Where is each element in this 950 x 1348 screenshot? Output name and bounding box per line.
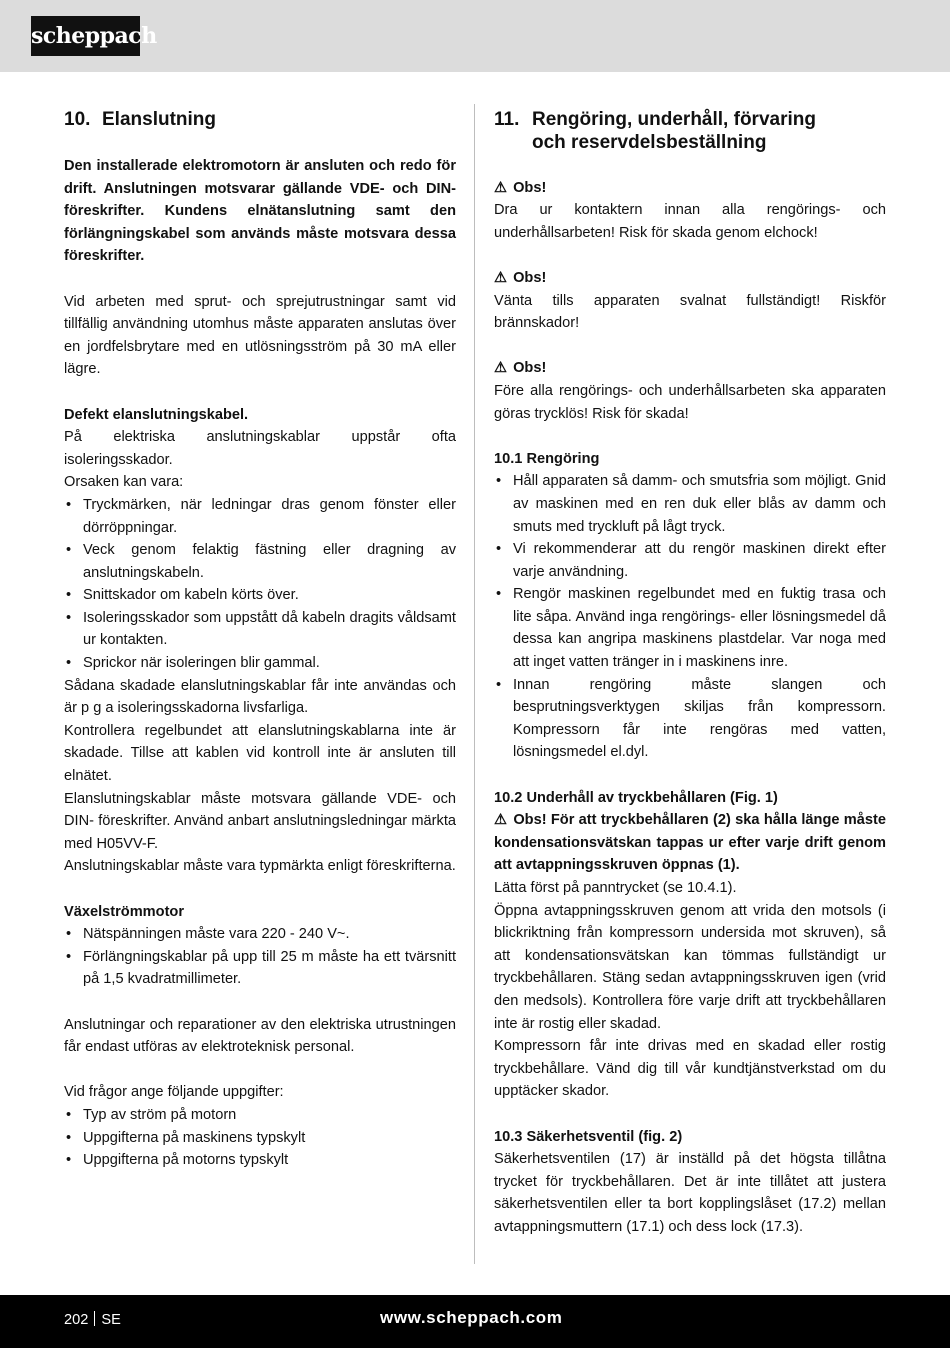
section-10-3-heading: 10.3 Säkerhetsventil (fig. 2) — [494, 1128, 683, 1145]
defekt-paragraph-3: Sådana skadade elanslutningskablar får inte användas och är p g a isoleringsskadorna livsfarliga. — [64, 677, 456, 717]
obs-1-text: Dra ur kontaktern innan alla rengörings- och underhållsarbeten! Risk för skada genom elchock! — [494, 202, 886, 241]
defekt-paragraph-2: Orsaken kan vara: — [64, 474, 184, 491]
list-item: • Förlängningskablar på upp till 25 m måste ha ett tvärsnitt på 1,5 kvadratmillimeter. — [64, 946, 456, 991]
obs-3-heading — [494, 357, 886, 380]
obs-label: Obs! — [513, 269, 547, 286]
section-10-2-heading: 10.2 Underhåll av tryckbehållaren (Fig. 1) — [494, 789, 778, 806]
intro-paragraph: Vid arbeten med sprut- och sprejutrustningar samt vid tillfällig användning utomhus måste apparaten anslutas över en jordfelsbrytare med en utlösningsström på 30 mA eller lägre. — [64, 293, 456, 378]
obs-label: Obs! — [513, 360, 547, 377]
list-item: • Håll apparaten så damm- och smutsfria som möjligt. Gnid av maskinen med en ren duk eller blås av damm och smuts med tryckluft på lågt tryck. — [494, 470, 886, 538]
section-10-2-paragraph-2: Öppna avtappningsskruven genom att vrida den motsols (i blickriktning från kompressorn undersida mot skruven), så att kondensationsvätskan kan tömmas fullständigt ur tryckbehållaren. Stäng sedan avtappningsskruven igen (vrid den medsols). Kontrollera före varje drift att tryckbehållaren inte är rostig eller skadad. — [494, 902, 886, 1032]
defekt-paragraph-6: Anslutningskablar måste vara typmärkta enligt föreskrifterna. — [64, 858, 456, 875]
defekt-paragraph-1: På elektriska anslutningskablar uppstår ofta isoleringsskador. — [64, 429, 456, 468]
section-11-title-text — [532, 108, 816, 154]
section-11-title — [494, 108, 886, 154]
section-10-2-warning-text: Obs! För att tryckbehållaren (2) ska hålla länge måste kondensationsvätskan tappas ur efter varje drift genom att avtappningsskruven öppnas (1). — [494, 812, 886, 874]
defekt-heading: Defekt elanslutningskabel. — [64, 406, 249, 423]
list-item: • Innan rengöring måste slangen och besprutningsverktygen skiljas från kompressorn. Kompressorn får inte rengöras med vatten, lösningsmedel el.dyl. — [494, 674, 886, 764]
list-item: • Nätspänningen måste vara 220 - 240 V~. — [64, 923, 456, 946]
defekt-list — [64, 494, 456, 675]
page-indicator — [64, 1311, 121, 1328]
list-item: • Snittskador om kabeln körts över. — [64, 584, 456, 607]
list-item: • Veck genom felaktig fästning eller dragning av anslutningskabeln. — [64, 539, 456, 584]
fragor-paragraph: Vid frågor ange följande uppgifter: — [64, 1084, 284, 1101]
warning-icon: ⚠ — [494, 360, 508, 377]
scheppach-logo: scheppach — [31, 16, 140, 56]
obs-3-text: Före alla rengörings- och underhållsarbeten ska apparaten göras trycklös! Risk för skada! — [494, 382, 886, 422]
list-item: • Uppgifterna på motorns typskylt — [64, 1149, 456, 1172]
intro-bold: Den installerade elektromotorn är ansluten och redo för drift. Anslutningen motsvarar gällande VDE- och DIN-föreskrifter. Kundens elnätanslutning samt den förlängningskabel som används måste motsvara dessa föreskrifter. — [64, 158, 456, 265]
section-11-title-line-1: Rengöring, underhåll, förvaring — [532, 109, 816, 130]
section-10-number: 10. — [64, 109, 91, 130]
anslutning-paragraph: Anslutningar och reparationer av den elektriska utrustningen får endast utföras av elektroteknisk personal. — [64, 1016, 456, 1056]
list-item: • Vi rekommenderar att du rengör maskinen direkt efter varje användning. — [494, 538, 886, 583]
vaxel-list — [64, 923, 456, 991]
obs-1-heading — [494, 177, 886, 200]
obs-2-text: Vänta tills apparaten svalnat fullständigt! Riskför brännskador! — [494, 292, 886, 332]
defekt-paragraph-4: Kontrollera regelbundet att elanslutningskablarna inte är skadade. Tillse att kablen vid kontroll inte är ansluten till elnätet. — [64, 722, 456, 785]
language-code: SE — [101, 1312, 121, 1328]
fragor-list — [64, 1104, 456, 1172]
column-divider — [474, 104, 475, 1264]
section-10-2-paragraph-3: Kompressorn får inte drivas med en skadad eller rostig tryckbehållare. Vänd dig till vår kundtjänstverkstad om du upptäcker skador. — [494, 1038, 886, 1100]
list-item: • Rengör maskinen regelbundet med en fuktig trasa och lite såpa. Använd inga rengörings- eller lösningsmedel då dessa kan angripa maskinens plastdelar. Var noga med att inget vatten tränger in i maskinens inre. — [494, 583, 886, 673]
section-10-title — [64, 108, 456, 131]
obs-label: Obs! — [513, 179, 547, 196]
list-item: • Uppgifterna på maskinens typskylt — [64, 1127, 456, 1150]
list-item: • Typ av ström på motorn — [64, 1104, 456, 1127]
list-item: • Sprickor när isoleringen blir gammal. — [64, 652, 456, 675]
warning-icon: ⚠ — [494, 179, 508, 196]
left-column — [64, 108, 456, 1172]
list-item: • Tryckmärken, när ledningar dras genom fönster eller dörröppningar. — [64, 494, 456, 539]
warning-icon: ⚠ — [494, 812, 508, 829]
obs-2-heading — [494, 267, 886, 290]
section-10-3-paragraph: Säkerhetsventilen (17) är inställd på det högsta tillåtna trycket för tryckbehållaren. Det är inte tillåtet att justera säkerhetsventilen eller ta bort kopplingslåset (17.2) mellan avtappningsmuttern (17.1) och dess lock (17.3). — [494, 1151, 886, 1235]
section-10-1-heading: 10.1 Rengöring — [494, 450, 600, 467]
rengoring-list — [494, 470, 886, 764]
right-column — [494, 108, 886, 1239]
section-11-title-line-2: och reservdelsbeställning — [532, 132, 767, 153]
warning-icon: ⚠ — [494, 269, 508, 286]
footer-separator — [94, 1311, 95, 1326]
footer-band — [0, 1295, 950, 1348]
section-10-2-paragraph-1: Lätta först på panntrycket (se 10.4.1). — [494, 880, 737, 896]
vaxel-heading: Växelströmmotor — [64, 903, 185, 920]
defekt-paragraph-5: Elanslutningskablar måste motsvara gällande VDE- och DIN- föreskrifter. Använd anbart anslutningsledningar märkta med H05VV-F. — [64, 790, 456, 852]
section-11-number: 11. — [494, 109, 520, 130]
list-item: • Isoleringsskador som uppstått då kabeln dragits våldsamt ur kontakten. — [64, 607, 456, 652]
section-10-2-warning — [494, 809, 886, 877]
website-url: www.scheppach.com — [380, 1308, 563, 1327]
page-number: 202 — [64, 1312, 89, 1328]
section-10-title-text: Elanslutning — [102, 109, 216, 130]
